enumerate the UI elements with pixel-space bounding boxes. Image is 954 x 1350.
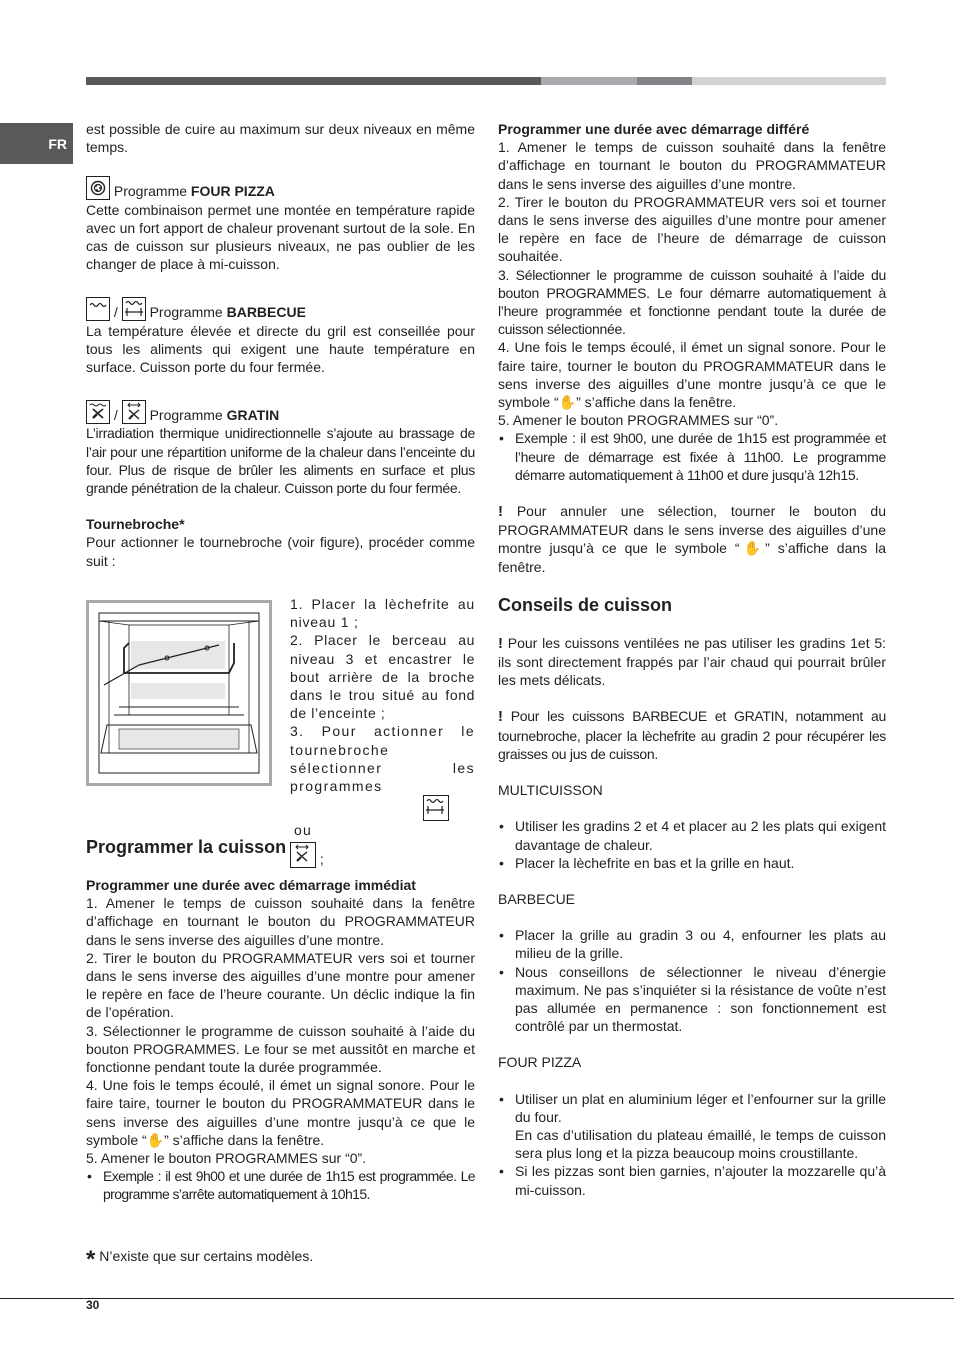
left-column [86,120,475,570]
program-step-1: 1. Amener le temps de cuisson souhaité dans la fenêtre d’affichage en tournant le bouton du PROGRAMMATEUR dans le sens inverse des aiguilles d’une montre. [86,895,475,948]
pizza-tips-heading: FOUR PIZZA [498,1054,582,1071]
delayed-step-4: 4. Une fois le temps écoulé, il émet un signal sonore. Pour le faire taire, tourner le bouton du PROGRAMMATEUR dans le sens inverse des aiguilles d’une montre jusqu’à ce que le symbole “✋” s’affiche dans la fenêtre. [498,339,886,411]
header-bar-mid [541,77,637,85]
program-immediate-subtitle: Programmer une durée avec démarrage immédiat [86,877,416,893]
multicuisson-list [498,817,886,872]
barbecue-text: La température élevée et directe du gril est conseillée pour tous les aliments qui exigent une haute température en surface. Cuisson porte du four fermée. [86,322,475,376]
program-section [86,836,475,1204]
right-column [498,120,886,1199]
header-bar-dark [86,77,541,85]
delayed-example: • Exemple : il est 9h00, une durée de 1h15 est programmée et l’heure de démarrage est fixée à 11h00. Le programme démarre automatiquement à 11h00 et dure jusqu’à 12h15. [498,429,886,484]
tournebroche-steps: 1. Placer la lèchefrite au niveau 1 ; 2. Placer le berceau au niveau 3 et encastrer le bout arrière de la broche dans le trou situé au fond de l’enceinte ; 3. Pour actionner le tournebroche sélectionner les programmes ou ; [290,596,475,867]
footnote: * N’existe que sur certains modèles. [86,1246,314,1273]
grill-spit-icon [122,297,146,321]
gratin-text: L’irradiation thermique unidirectionnelle s’ajoute au brassage de l’air pour une répartition uniforme de la chaleur dans l’enceinte du four. Plus de risque de brûler les aliments en surface et plus grande pénétration de la chaleur. Cuisson porte du four fermée. [86,425,475,497]
barbecue-tips-heading: BARBECUE [498,890,576,907]
multicuisson-heading: MULTICUISSON [498,782,603,799]
delayed-step-5: 5. Amener le bouton PROGRAMMES sur “0”. [498,412,779,429]
gratin-fan-spit-icon [122,400,146,424]
oven-rotisserie-figure [86,600,272,786]
tournebroche-title: Tournebroche* [86,516,185,533]
program-title: Programmer la cuisson [86,837,287,857]
intro-text: est possible de cuire au maximum sur deux niveaux en même temps. [86,121,475,156]
footer-rule [0,1298,954,1299]
program-step-4: 4. Une fois le temps écoulé, il émet un signal sonore. Pour le faire taire, tourner le bouton du PROGRAMMATEUR dans le sens inverse des aiguilles d’une montre jusqu’à ce que le symbole “✋” s’affiche dans la fenêtre. [86,1077,475,1148]
list-item: • Utiliser les gradins 2 et 4 et placer au 2 les plats qui exigent davantage de chaleur. [498,817,886,853]
hand-icon: ✋ [146,1131,165,1148]
program-step-5: 5. Amener le bouton PROGRAMMES sur “0”. [86,1150,367,1167]
tips-warning-2: ! Pour les cuissons BARBECUE et GRATIN, notamment au tournebroche, placer la lèchefrite au gradin 2 pour récupérer les graisses ou jus de cuisson. [498,708,886,762]
list-item: • Si les pizzas sont bien garnies, n’ajouter la mozzarelle qu’à mi-cuisson. [498,1162,886,1198]
list-item: • Placer la lèchefrite en bas et la grille en haut. [498,854,886,872]
barbecue-tips-list [498,926,886,1035]
list-item: • Nous conseillons de sélectionner le niveau d’énergie maximum. Ne pas s’inquiéter si la résistance de voûte n’est pas allumée en permanence : son fonctionnement est contrôlé par un thermostat. [498,963,886,1036]
tips-title: Conseils de cuisson [498,594,673,615]
pizza-tips-list [498,1090,886,1199]
header-bar-light [692,77,886,85]
barbecue-heading: / Programme BARBECUE [86,297,475,321]
delayed-step-1: 1. Amener le temps de cuisson souhaité dans la fenêtre d’affichage en tournant le bouton du PROGRAMMATEUR dans le sens inverse des aiguilles d’une montre. [498,139,886,192]
program-step-3: 3. Sélectionner le programme de cuisson souhaité à l’aide du bouton PROGRAMMES. Le four se met aussitôt en marche et fonctionne pendant toute la durée programmée. [86,1022,475,1076]
cancel-warning: ! Pour annuler une sélection, tourner le bouton du PROGRAMMATEUR dans le sens inverse des aiguilles d’une montre jusqu’à ce que le symbole “✋” s’affiche dans la fenêtre. [498,503,887,575]
grill-icon [86,297,110,321]
program-delayed-subtitle: Programmer une durée avec démarrage différé [498,121,810,137]
program-step-2: 2. Tirer le bouton du PROGRAMMATEUR vers soi et tourner dans le sens inverse des aiguilles d’une montre pour amener le repère en face de l’heure courante. Un déclic indique la fin de l’opération. [86,949,475,1021]
language-tab: FR [0,123,73,164]
pizza-heading: Programme FOUR PIZZA [86,176,475,200]
program-example: • Exemple : il est 9h00 et une durée de 1h15 est programmée. Le programme s’arrête automatiquement à 10h15. [86,1167,475,1203]
list-item: • Placer la grille au gradin 3 ou 4, enfourner les plats au milieu de la grille. [498,926,886,962]
delayed-step-2: 2. Tirer le bouton du PROGRAMMATEUR vers soi et tourner dans le sens inverse des aiguilles d’une montre pour amener le repère en face de l’heure de démarrage de cuisson souhaitée. [498,193,886,265]
tips-warning-1: ! Pour les cuissons ventilées ne pas utiliser les gradins 1et 5: ils sont directement frappés par l’air chaud qui pourrait brûler les mets délicats. [498,634,887,689]
page-number: 30 [86,1298,100,1312]
gratin-fan-icon [86,400,110,424]
pizza-icon [86,176,110,200]
grill-spit-icon [423,795,449,821]
gratin-heading: / Programme GRATIN [86,400,475,424]
delayed-step-3: 3. Sélectionner le programme de cuisson souhaité à l’aide du bouton PROGRAMMES. Le four démarre automatiquement à l’heure programmée et fonctionne pendant toute la durée de cuisson sélectionnée. [498,266,886,338]
tournebroche-intro: Pour actionner le tournebroche (voir figure), procéder comme suit : [86,534,475,569]
list-item: • Utiliser un plat en aluminium léger et l’enfourner sur la grille du four. En cas d’utilisation du plateau émaillé, le temps de cuisson sera plus long et la pizza beaucoup moins croustillante. [498,1090,886,1163]
pizza-text: Cette combinaison permet une montée en température rapide avec un fort apport de chaleur provenant surtout de la sole. En cas de cuisson sur plusieurs niveaux, ne pas oublier de les changer de place à mi-cuisson. [86,201,475,273]
hand-icon: ✋ [558,394,577,411]
hand-icon: ✋ [739,540,766,557]
header-bar-mid2 [637,77,692,85]
